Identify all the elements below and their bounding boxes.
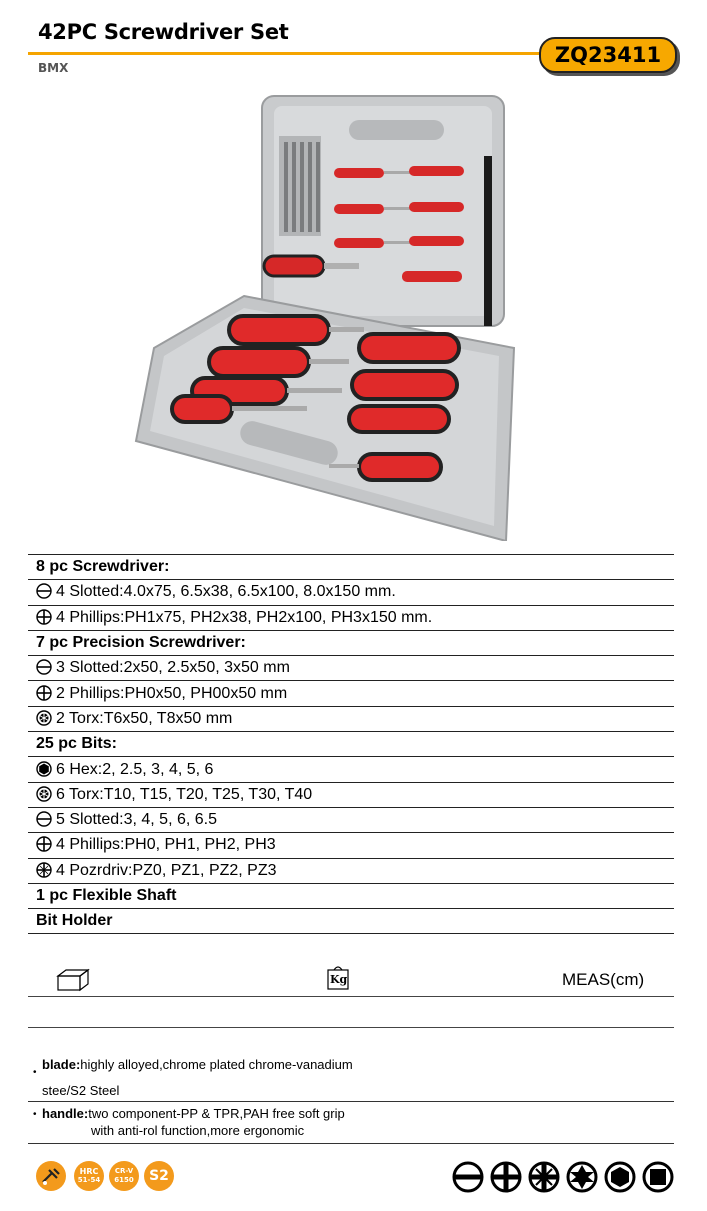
- hardness-test-icon: [36, 1161, 66, 1191]
- table-row: [28, 909, 674, 934]
- bullet-dot: •: [33, 1067, 37, 1078]
- crv-badge: [109, 1161, 139, 1191]
- hex-tip-icon: [606, 1163, 634, 1191]
- meas-label: MEAS(cm): [562, 970, 645, 989]
- phillips-icon: [36, 836, 52, 852]
- spec-header: Bit Holder: [28, 909, 674, 934]
- table-row: [28, 807, 674, 832]
- slotted-icon: [36, 811, 52, 827]
- spec-header: 8 pc Screwdriver:: [28, 555, 674, 580]
- spec-header: 25 pc Bits:: [28, 732, 674, 757]
- handle-feature: [42, 1106, 674, 1121]
- weight-kg-icon: [327, 964, 349, 990]
- spec-item: 6 Hex:2, 2.5, 3, 4, 5, 6: [56, 760, 214, 778]
- crv-top: CR-V: [114, 1167, 134, 1175]
- table-row: [28, 580, 674, 605]
- table-row: [28, 555, 674, 580]
- carton-box-icon: [56, 968, 90, 992]
- slotted-icon: [36, 659, 52, 675]
- hrc-top: HRC: [79, 1167, 99, 1176]
- bullet-dot: •: [33, 1109, 37, 1120]
- pozidriv-tip-icon: [530, 1163, 558, 1191]
- spec-item: 4 Phillips:PH0, PH1, PH2, PH3: [56, 836, 276, 854]
- handle-text: two component-PP & TPR,PAH free soft grip: [88, 1106, 345, 1121]
- pozidriv-icon: [36, 862, 52, 878]
- spec-item: 5 Slotted:3, 4, 5, 6, 6.5: [56, 811, 217, 829]
- hrc-badge: [74, 1161, 104, 1191]
- spec-item: 2 Phillips:PH0x50, PH00x50 mm: [56, 684, 288, 702]
- kg-label: Kg: [330, 973, 348, 986]
- table-row: [28, 833, 674, 858]
- spec-item: 3 Slotted:2x50, 2.5x50, 3x50 mm: [56, 659, 290, 677]
- product-code-badge: ZQ23411: [539, 37, 677, 73]
- slotted-icon: [36, 583, 52, 599]
- divider: [28, 1143, 674, 1144]
- handle-text-line2: with anti-rol function,more ergonomic: [91, 1123, 305, 1138]
- spec-header: 7 pc Precision Screwdriver:: [28, 630, 674, 655]
- table-row: [28, 630, 674, 655]
- torx-icon: [36, 786, 52, 802]
- hrc-bottom: 51-54: [77, 1176, 101, 1184]
- torx-icon: [36, 710, 52, 726]
- table-row: [28, 706, 674, 731]
- torx-tip-icon: [568, 1163, 596, 1191]
- table-row: [28, 681, 674, 706]
- divider: [28, 1101, 674, 1102]
- square-tip-icon: [644, 1163, 672, 1191]
- crv-bottom: 6150: [114, 1176, 134, 1184]
- spec-item: 4 Phillips:PH1x75, PH2x38, PH2x100, PH3x150 mm.: [56, 608, 433, 626]
- table-row: [28, 656, 674, 681]
- hex-icon: [36, 761, 52, 777]
- spec-item: 2 Torx:T6x50, T8x50 mm: [56, 709, 233, 727]
- phillips-tip-icon: [492, 1163, 520, 1191]
- blade-feature: [42, 1057, 674, 1072]
- phillips-icon: [36, 609, 52, 625]
- packaging-value-row: [28, 996, 674, 1028]
- spec-item: 6 Torx:T10, T15, T20, T25, T30, T40: [56, 785, 313, 803]
- table-row: [28, 605, 674, 630]
- table-row: [28, 782, 674, 807]
- table-row: [28, 732, 674, 757]
- tip-type-icons: [452, 1160, 674, 1194]
- title-underline: [28, 52, 588, 55]
- slotted-tip-icon: [454, 1163, 482, 1191]
- table-row: [28, 883, 674, 908]
- blade-text: highly alloyed,chrome plated chrome-vanadium: [80, 1057, 353, 1072]
- spec-item: 4 Pozrdriv:PZ0, PZ1, PZ2, PZ3: [56, 861, 277, 879]
- spec-header: 1 pc Flexible Shaft: [28, 883, 674, 908]
- blade-label: blade:: [42, 1057, 81, 1072]
- s2-badge: [144, 1161, 174, 1191]
- table-row: [28, 858, 674, 883]
- handle-label: handle:: [42, 1106, 89, 1121]
- product-photo: [134, 86, 534, 541]
- blade-text-line2: stee/S2 Steel: [42, 1083, 120, 1098]
- phillips-icon: [36, 685, 52, 701]
- spec-table: [28, 554, 674, 934]
- product-title: 42PC Screwdriver Set: [38, 20, 289, 44]
- table-row: [28, 757, 674, 782]
- quality-badges: [36, 1159, 181, 1195]
- spec-item: 4 Slotted:4.0x75, 6.5x38, 6.5x100, 8.0x150 mm.: [56, 583, 396, 601]
- s2-label: S2: [149, 1168, 169, 1184]
- brand-name: BMX: [38, 61, 69, 75]
